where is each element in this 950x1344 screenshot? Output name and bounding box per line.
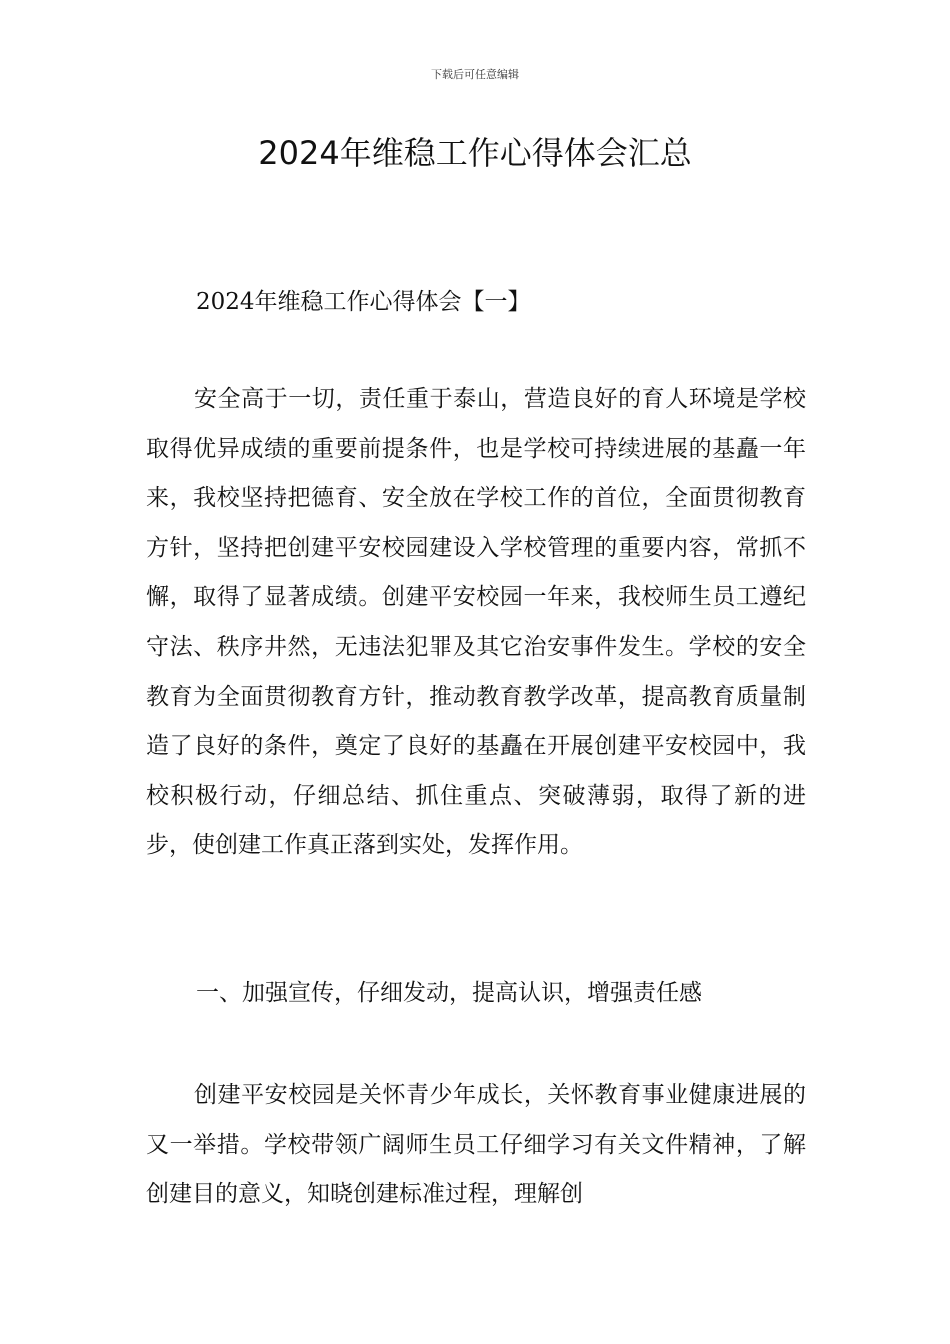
body-paragraph: 创建平安校园是关怀青少年成长，关怀教育事业健康进展的又一举措。学校带领广阔师生员工仔细学习有关文件精神，了解创建目的意义，知晓创建标准过程，理解创 xyxy=(146,1082,806,1208)
sub-heading: 一、加强宣传，仔细发动，提高认识，增强责任感 xyxy=(196,980,702,1006)
header-note: 下载后可任意编辑 xyxy=(431,68,519,81)
section-heading: 2024年维稳工作心得体会【一】 xyxy=(196,289,531,315)
body-paragraph: 安全高于一切，责任重于泰山，营造良好的育人环境是学校取得优异成绩的重要前提条件，也是学校可持续进展的基矗一年来，我校坚持把德育、安全放在学校工作的首位，全面贯彻教育方针，坚持把创建平安校园建设入学校管理的重要内容，常抓不懈，取得了显著成绩。创建平安校园一年来，我校师生员工遵纪守法、秩序井然，无违法犯罪及其它治安事件发生。学校的安全教育为全面贯彻教育方针，推动教育教学改革，提高教育质量制造了良好的条件，奠定了良好的基矗在开展创建平安校园中，我校积极行动，仔细总结、抓住重点、突破薄弱，取得了新的进步，使创建工作真正落到实处，发挥作用。 xyxy=(146,386,806,859)
page-title: 2024年维稳工作心得体会汇总 xyxy=(258,134,692,172)
